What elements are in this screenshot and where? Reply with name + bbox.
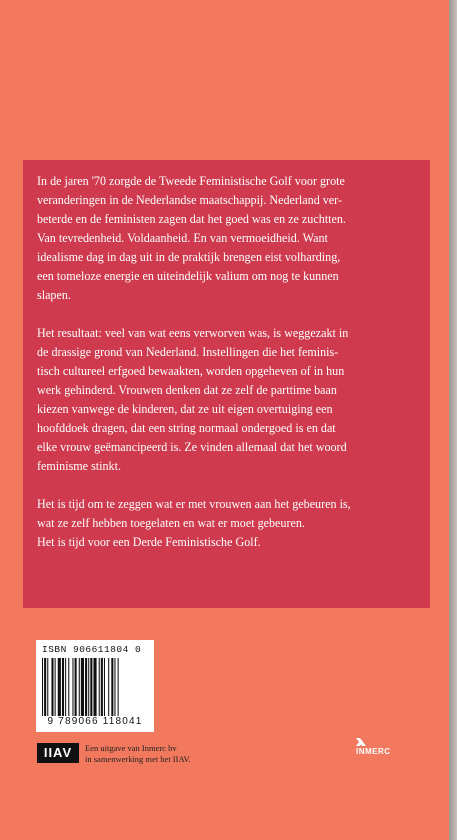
barcode-box — [36, 640, 154, 732]
cover-edge-shadow — [449, 0, 457, 840]
publisher-note-line-1: Een uitgave van Inmerc bv — [85, 743, 177, 753]
inmerc-imprint: INMERC — [356, 747, 391, 756]
blurb-paragraph-1: In de jaren '70 zorgde de Tweede Feministische Golf voor grote veranderingen in de Nederlandse maatschappij. Nederland ver- beterde en de feministen zagen dat het goed was en ze zuchtten. Van tevredenheid. Voldaanheid. En van vermoeidheid. Want idealisme dag in dag uit in de praktijk brengen eist volharding, een tomeloze energie en uiteindelijk valium om nog te kunnen slapen. — [37, 174, 346, 302]
blurb-paragraph-2: Het resultaat: veel van wat eens verworven was, is weggezakt in de drassige grond van Nederland. Instellingen die het feminis- tisch cultureel erfgoed bewaakten, worden opgeheven of in hun werk gehinderd. Vrouwen denken dat ze zelf de parttime baan kiezen vanwege de kinderen, dat ze uit eigen overtuiging een hoofddoek dragen, dat een string normaal ondergoed is en dat elke vrouw geëmancipeerd is. Ze vinden allemaal dat het woord feminisme stinkt. — [37, 326, 349, 473]
inmerc-logo-mark — [356, 738, 366, 746]
back-cover-blurb — [37, 172, 418, 571]
publisher-note — [85, 743, 235, 765]
iiav-logo: IIAV — [37, 743, 79, 763]
ean-number: 9 789066 118041 — [47, 716, 143, 727]
isbn-number: ISBN 906611804 0 — [42, 644, 142, 655]
blurb-paragraph-3: Het is tijd om te zeggen wat er met vrouwen aan het gebeuren is, wat ze zelf hebben toegelaten en wat er moet gebeuren. — [37, 497, 351, 530]
barcode-bars — [40, 658, 150, 716]
publisher-note-line-2: in samenwerking met het IIAV. — [85, 754, 191, 764]
blurb-paragraph-4: Het is tijd voor een Derde Feministische Golf. — [37, 535, 261, 549]
